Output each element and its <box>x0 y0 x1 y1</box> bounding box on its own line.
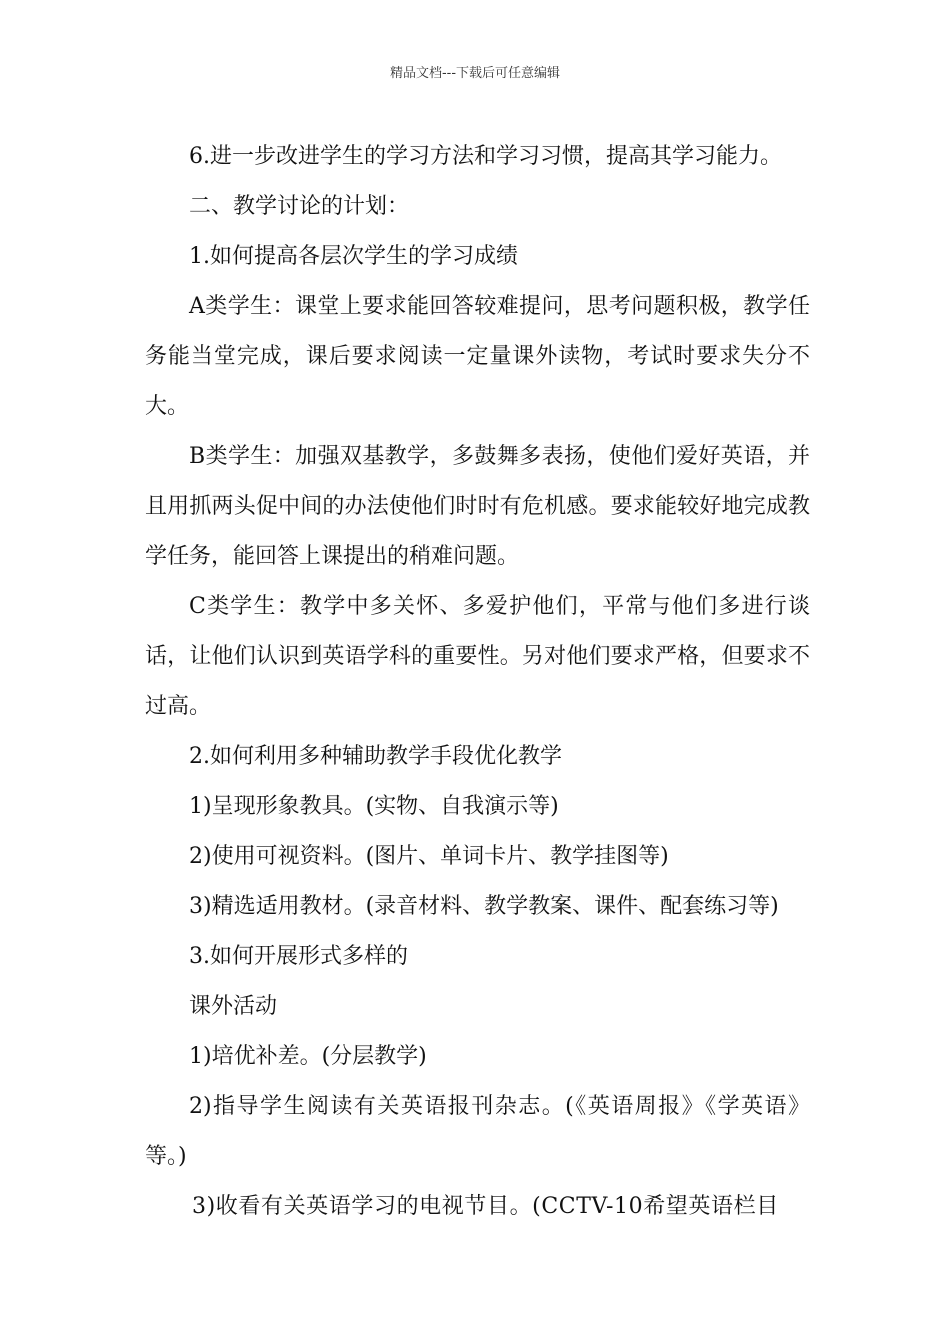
section-heading-teaching-plan: 二、教学讨论的计划： <box>189 194 410 219</box>
subheading-activities: 3.如何开展形式多样的 <box>189 944 408 969</box>
subheading-improve-grades: 1.如何提高各层次学生的学习成绩 <box>189 244 518 269</box>
list-item-aid-1: 1)呈现形象教具。(实物、自我演示等) <box>189 794 559 819</box>
document-body <box>145 132 810 1232</box>
list-item-aid-3: 3)精选适用教材。(录音材料、教学教案、课件、配套练习等) <box>189 894 779 919</box>
paragraph-class-a-students: A类学生：课堂上要求能回答较难提问，思考问题积极，教学任务能当堂完成，课后要求阅读一定量课外读物，考试时要求失分不大。 <box>145 294 810 419</box>
subheading-teaching-aids: 2.如何利用多种辅助教学手段优化教学 <box>189 744 562 769</box>
paragraph-class-b-students: B类学生：加强双基教学，多鼓舞多表扬，使他们爱好英语，并且用抓两头促中间的办法使他们时时有危机感。要求能较好地完成教学任务，能回答上课提出的稍难问题。 <box>145 444 810 569</box>
page-header: 精品文档---下载后可任意编辑 <box>389 66 561 81</box>
subheading-activities-continued: 课外活动 <box>189 994 278 1019</box>
list-item-aid-2: 2)使用可视资料。(图片、单词卡片、教学挂图等) <box>189 844 669 869</box>
list-item-activity-2: 2)指导学生阅读有关英语报刊杂志。(《英语周报》《学英语》等。) <box>145 1094 810 1169</box>
list-item-activity-3: 3)收看有关英语学习的电视节目。(CCTV-10希望英语栏目 <box>192 1194 779 1219</box>
list-item-activity-1: 1)培优补差。(分层教学) <box>189 1044 427 1069</box>
paragraph-class-c-students: C类学生：教学中多关怀、多爱护他们，平常与他们多进行谈话，让他们认识到英语学科的重要性。另对他们要求严格，但要求不过高。 <box>145 594 810 719</box>
paragraph-goal-6: 6.进一步改进学生的学习方法和学习习惯，提高其学习能力。 <box>189 144 782 169</box>
